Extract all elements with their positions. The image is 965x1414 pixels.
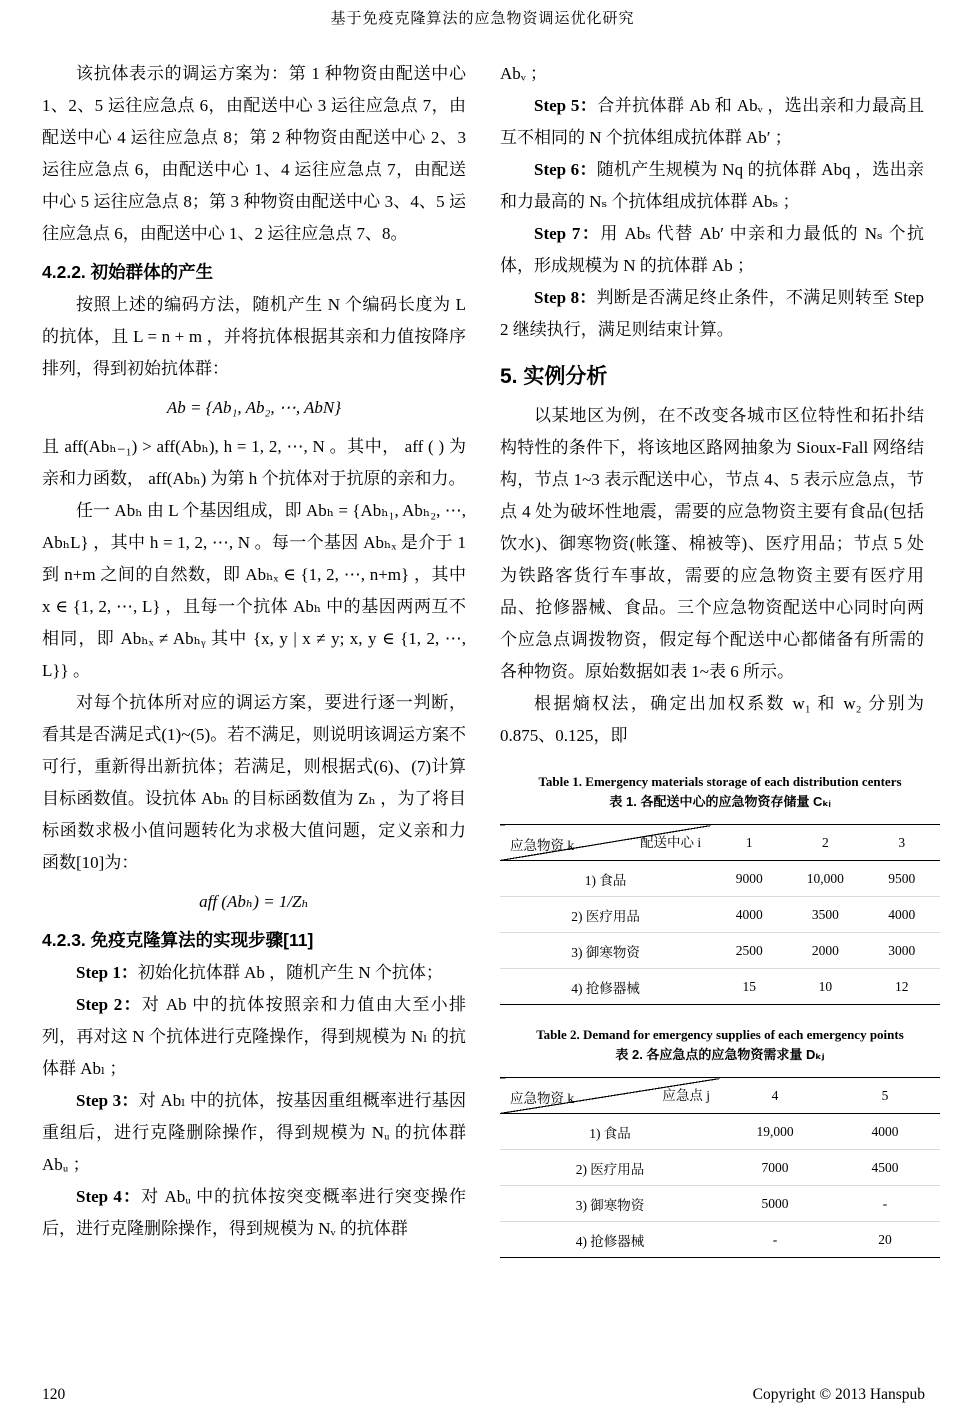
- paragraph-transport-scheme: 该抗体表示的调运方案为：第 1 种物资由配送中心 1、2、5 运往应急点 6，由配送中心 3 运往应急点 7，由配送中心 4 运往应急点 8；第 2 种物资由配送中心 2、3 运往应急点 6，由配送中心 1、4 运往应急点 7，由配送中心 5 运往应急点 8；第 3 种物资由配送中心 3、4、5 运往应急点 6，由配送中心 1、2 运往应急点 7、8。: [42, 64, 466, 243]
- table-2-block: [500, 1025, 940, 1258]
- cell-value: 15: [742, 978, 756, 994]
- table-2-column-header: 5: [881, 1087, 889, 1103]
- table-2-corner-bottom-label: 应急物资 k: [510, 1091, 575, 1106]
- table-row: [500, 1186, 940, 1222]
- paragraph-gene-composition: 任一 Abₕ 由 L 个基因组成，即 Abₕ = {Abₕ₁, Abₕ₂, ⋯, AbₕL} ，其中 h = 1, 2, ⋯, N 。每一个基因 Abₕₓ 是介于 1 到 n+m 之间的自然数，即 Abₕₓ ∈ {1, 2, ⋯, n+m} ，其中 x ∈ {1, 2, ⋯, L} ，且每一个抗体 Abₕ 中的基因两两互不相同，即 Abₕₓ ≠ Abₕᵧ 其中 {x, y | x ≠ y; x, y ∈ {1, 2, ⋯, L}} 。: [42, 501, 466, 680]
- step-5: [500, 90, 924, 154]
- step-4: [42, 1181, 466, 1245]
- step-3-label: Step 3：: [76, 1091, 139, 1110]
- step-3: [42, 1085, 466, 1181]
- cell-value: 10: [818, 978, 833, 994]
- cell-value: 20: [878, 1231, 892, 1247]
- paragraph-case-description: 以某地区为例，在不改变各城市区位特性和拓扑结构特性的条件下，将该地区路网抽象为 Sioux-Fall 网络结构，节点 1~3 表示配送中心，节点 4、5 表示应急点，节点 4 处为破坏性地震，需要的应急物资主要有食品(包括饮水)、御寒物资(帐篷、棉被等)、医疗用品；节点 5 处为铁路客货行车事故，需要的应急物资主要有医疗用品、抢修器械、食品。三个应急物资配送中心同时向两个应急点调拨物资，假定每个配送中心都储备有所需的各种物资。原始数据如表 1~表 6 所示。: [500, 406, 924, 681]
- table-row: [500, 1114, 940, 1150]
- step-7: [500, 218, 924, 282]
- step-2-label: Step 2：: [76, 995, 142, 1014]
- step-8-label: Step 8：: [534, 288, 597, 307]
- row-label: 4) 抢修器械: [571, 980, 640, 996]
- page-number: 120: [42, 1386, 66, 1403]
- cell-value: 4500: [871, 1159, 899, 1175]
- paragraph-affinity-ordering: 且 aff(Abₕ₋₁) > aff(Abₕ), h = 1, 2, ⋯, N 。其中， aff ( ) 为亲和力函数， aff(Abₕ) 为第 h 个抗体对于抗原的亲和力。: [42, 437, 466, 488]
- step-6-text: 随机产生规模为 Nq 的抗体群 Abq ，选出亲和力最高的 Nₛ 个抗体组成抗体群 Abₛ ；: [500, 160, 924, 211]
- step-4-label: Step 4：: [76, 1187, 142, 1206]
- cell-value: 7000: [761, 1159, 789, 1175]
- running-head-title: 基于免疫克隆算法的应急物资调运优化研究: [330, 11, 635, 27]
- table-2-corner-cell: [500, 1078, 720, 1114]
- cell-value: 3500: [811, 906, 839, 922]
- table-row: [500, 1150, 940, 1186]
- step-4-text: 对 Abᵤ 中的抗体按突变概率进行突变操作后，进行克隆删除操作，得到规模为 Nᵥ 的抗体群: [42, 1187, 466, 1238]
- page-content: [42, 58, 924, 1258]
- cell-value: 4000: [888, 906, 916, 922]
- row-label: 1) 食品: [589, 1125, 631, 1141]
- step-5-label: Step 5：: [534, 96, 598, 115]
- cell-value: 5000: [761, 1195, 789, 1211]
- formula-affinity-function: aff (Abₕ) = 1/Zₕ: [199, 892, 309, 911]
- step-7-text: 用 Abₛ 代替 Ab′ 中亲和力最低的 Nₛ 个抗体，形成规模为 N 的抗体群 Ab ；: [500, 224, 924, 275]
- cell-value: 3000: [888, 942, 916, 958]
- step-4-continuation: Abᵥ ；: [500, 64, 548, 83]
- row-label: 3) 御寒物资: [571, 944, 640, 960]
- cell-value: 9500: [888, 870, 916, 886]
- left-column: [42, 58, 466, 1258]
- paragraph-feasibility-check: 对每个抗体所对应的调运方案，要进行逐一判断，看其是否满足式(1)~(5)。若不满足，则说明该调运方案不可行，重新得出新抗体；若满足，则根据式(6)、(7)计算目标函数值。设抗体 Abₕ 的目标函数值为 Zₕ ，为了将目标函数求极小值问题转化为求极大值问题，定义亲和力函数[10]为：: [42, 693, 466, 872]
- table-row: [500, 1222, 940, 1258]
- table-row: [500, 897, 940, 933]
- row-label: 4) 抢修器械: [575, 1233, 645, 1249]
- cell-value: 10,000: [806, 870, 844, 886]
- table-row: [500, 933, 940, 969]
- table-row: [500, 969, 940, 1005]
- paragraph-entropy-weights: 根据熵权法，确定出加权系数 w₁ 和 w₂ 分别为 0.875、0.125，即: [500, 694, 924, 745]
- table-2-column-header: 4: [771, 1087, 779, 1103]
- table-row: [500, 861, 940, 897]
- cell-value: 19,000: [756, 1123, 794, 1139]
- table-2-header-row: [500, 1078, 940, 1114]
- step-7-label: Step 7：: [534, 224, 601, 243]
- heading-4-2-2: 4.2.2. 初始群体的产生: [42, 262, 214, 282]
- row-label: 3) 御寒物资: [575, 1197, 645, 1213]
- step-8-text: 判断是否满足终止条件，不满足则转至 Step 2 继续执行，满足则结束计算。: [500, 288, 924, 339]
- cell-value: 9000: [735, 870, 763, 886]
- table-1-corner-bottom-label: 应急物资 k: [510, 838, 575, 853]
- formula-initial-antibody-population: Ab = {Ab₁, Ab₂, ⋯, AbN}: [166, 398, 342, 417]
- step-5-text: 合并抗体群 Ab 和 Abᵥ ，选出亲和力最高且互不相同的 N 个抗体组成抗体群 Ab′ ；: [500, 96, 924, 147]
- cell-value: 2500: [735, 942, 763, 958]
- table-1-column-header: 1: [745, 834, 753, 850]
- cell-value: 2000: [811, 942, 839, 958]
- table-1-corner-cell: [500, 825, 711, 861]
- step-2: [42, 989, 466, 1085]
- heading-5-case-analysis: 5. 实例分析: [500, 365, 608, 388]
- copyright-notice: Copyright © 2013 Hanspub: [752, 1386, 925, 1403]
- step-6: [500, 154, 924, 218]
- table-2-caption-en: Table 2. Demand for emergency supplies of each emergency points: [536, 1027, 904, 1042]
- row-label: 1) 食品: [584, 872, 627, 888]
- step-6-label: Step 6：: [534, 160, 597, 179]
- table-1-column-header: 2: [821, 834, 829, 850]
- table-1-column-header: 3: [898, 834, 906, 850]
- paragraph-encoding-method: 按照上述的编码方法，随机产生 N 个编码长度为 L 的抗体，且 L = n + m ，并将抗体根据其亲和力值按降序排列，得到初始抗体群：: [42, 295, 466, 378]
- row-label: 2) 医疗用品: [571, 908, 640, 924]
- step-1-label: Step 1：: [76, 963, 138, 982]
- table-2-caption-zh: 表 2. 各应急点的应急物资需求量 Dₖⱼ: [615, 1047, 825, 1062]
- cell-value: -: [772, 1231, 778, 1247]
- table-2-corner-top-label: 应急点 j: [662, 1088, 710, 1103]
- heading-4-2-3: 4.2.3. 免疫克隆算法的实现步骤[11]: [42, 930, 314, 950]
- table-1-header-row: [500, 825, 940, 861]
- cell-value: 12: [894, 978, 909, 994]
- table-2: [500, 1077, 940, 1258]
- cell-value: 4000: [871, 1123, 899, 1139]
- row-label: 2) 医疗用品: [575, 1161, 645, 1177]
- step-1: [42, 957, 466, 989]
- right-column: [500, 58, 924, 1258]
- step-2-text: 对 Ab 中的抗体按照亲和力值由大至小排列，再对这 N 个抗体进行克隆操作，得到规模为 Nₗ 的抗体群 Abₗ ；: [42, 995, 466, 1078]
- step-3-text: 对 Abₗ 中的抗体，按基因重组概率进行基因重组后，进行克隆删除操作，得到规模为 Nᵤ 的抗体群 Abᵤ ；: [42, 1091, 466, 1174]
- step-8: [500, 282, 924, 346]
- cell-value: -: [882, 1195, 888, 1211]
- step-1-text: 初始化抗体群 Ab ，随机产生 N 个抗体；: [137, 963, 443, 982]
- cell-value: 4000: [735, 906, 763, 922]
- page-footer: [42, 1386, 925, 1404]
- table-1-caption-zh: 表 1. 各配送中心的应急物资存储量 Cₖᵢ: [609, 794, 831, 809]
- table-1-corner-top-label: 配送中心 i: [640, 835, 702, 850]
- table-1-block: [500, 772, 940, 1005]
- table-1: [500, 824, 940, 1005]
- table-1-caption-en: Table 1. Emergency materials storage of each distribution centers: [538, 774, 902, 789]
